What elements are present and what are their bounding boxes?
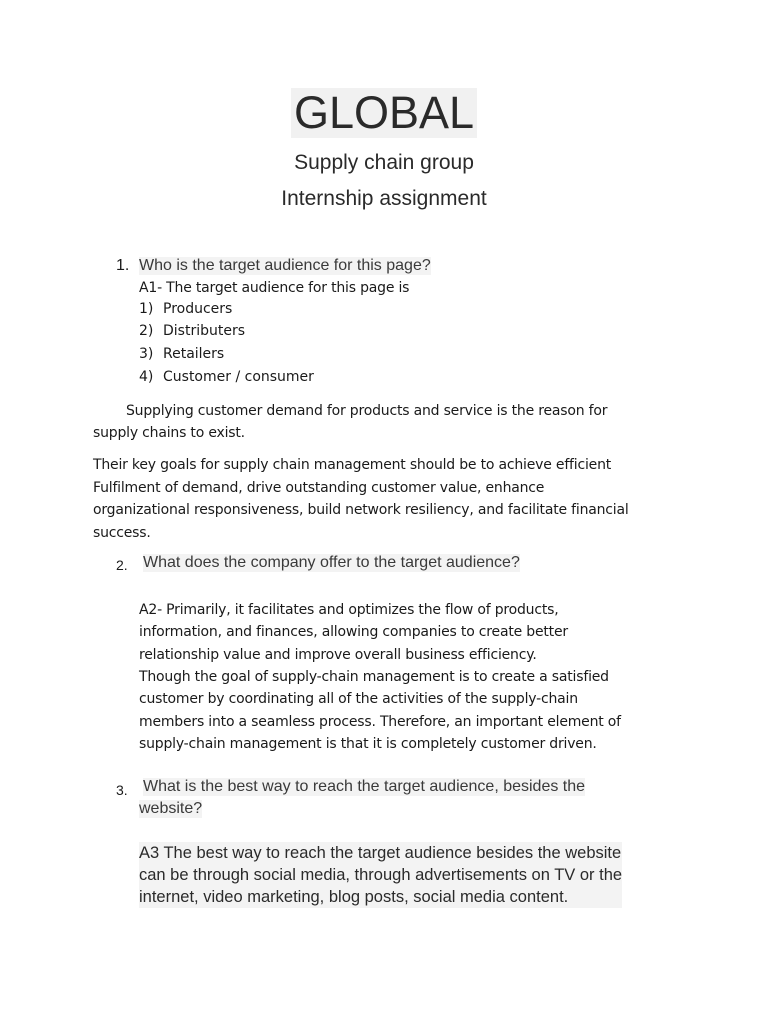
question-3-line2: website? — [139, 800, 203, 817]
answer-line: information, and finances, allowing companies to create better — [139, 624, 568, 640]
paragraph-line: Supplying customer demand for products and service is the reason for — [126, 403, 608, 419]
question-number: 1. — [116, 257, 130, 274]
question-number: 3. — [116, 782, 128, 798]
answer-line: can be through social media, through advertisements on TV or the — [139, 866, 623, 884]
list-item — [139, 323, 246, 339]
paragraph-line: Fulfilment of demand, drive outstanding customer value, enhance — [93, 480, 545, 496]
list-item-text: Retailers — [163, 346, 225, 362]
answer-3 — [139, 842, 622, 908]
answer-line: Though the goal of supply-chain management is to create a satisfied — [139, 669, 609, 685]
paragraph-line: Their key goals for supply chain management should be to achieve efficient — [93, 457, 612, 473]
list-item — [139, 346, 225, 362]
answer-line: A2- Primarily, it facilitates and optimizes the flow of products, — [139, 602, 559, 618]
question-number: 2. — [116, 557, 128, 573]
list-item-number: 3) — [139, 346, 154, 362]
document-subtitle-secondary: Internship assignment — [281, 187, 487, 210]
paragraph-line: success. — [93, 525, 151, 541]
list-item — [139, 369, 314, 385]
list-item-text: Customer / consumer — [163, 369, 314, 385]
list-item-text: Producers — [163, 301, 233, 317]
paragraph-line: supply chains to exist. — [93, 425, 245, 441]
list-item-number: 2) — [139, 323, 154, 339]
answer-line: supply-chain management is that it is completely customer driven. — [139, 736, 597, 752]
answer-1-intro: A1- The target audience for this page is — [139, 280, 410, 296]
answer-line: internet, video marketing, blog posts, social media content. — [139, 886, 622, 908]
document-subtitle: Supply chain group — [294, 151, 474, 174]
document-title: GLOBAL — [291, 88, 477, 138]
question-3-line1: What is the best way to reach the target audience, besides the — [143, 778, 586, 795]
list-item-number: 4) — [139, 369, 154, 385]
question-1: Who is the target audience for this page? — [139, 257, 431, 274]
answer-line: A3 The best way to reach the target audience besides the website — [139, 844, 622, 862]
question-2: What does the company offer to the target audience? — [143, 554, 520, 571]
list-item-number: 1) — [139, 301, 154, 317]
answer-line: relationship value and improve overall business efficiency. — [139, 647, 537, 663]
list-item-text: Distributers — [163, 323, 246, 339]
list-item — [139, 301, 233, 317]
answer-line: members into a seamless process. Therefore, an important element of — [139, 714, 621, 730]
answer-line: customer by coordinating all of the activities of the supply-chain — [139, 691, 578, 707]
paragraph-line: organizational responsiveness, build network resiliency, and facilitate financial — [93, 502, 629, 518]
